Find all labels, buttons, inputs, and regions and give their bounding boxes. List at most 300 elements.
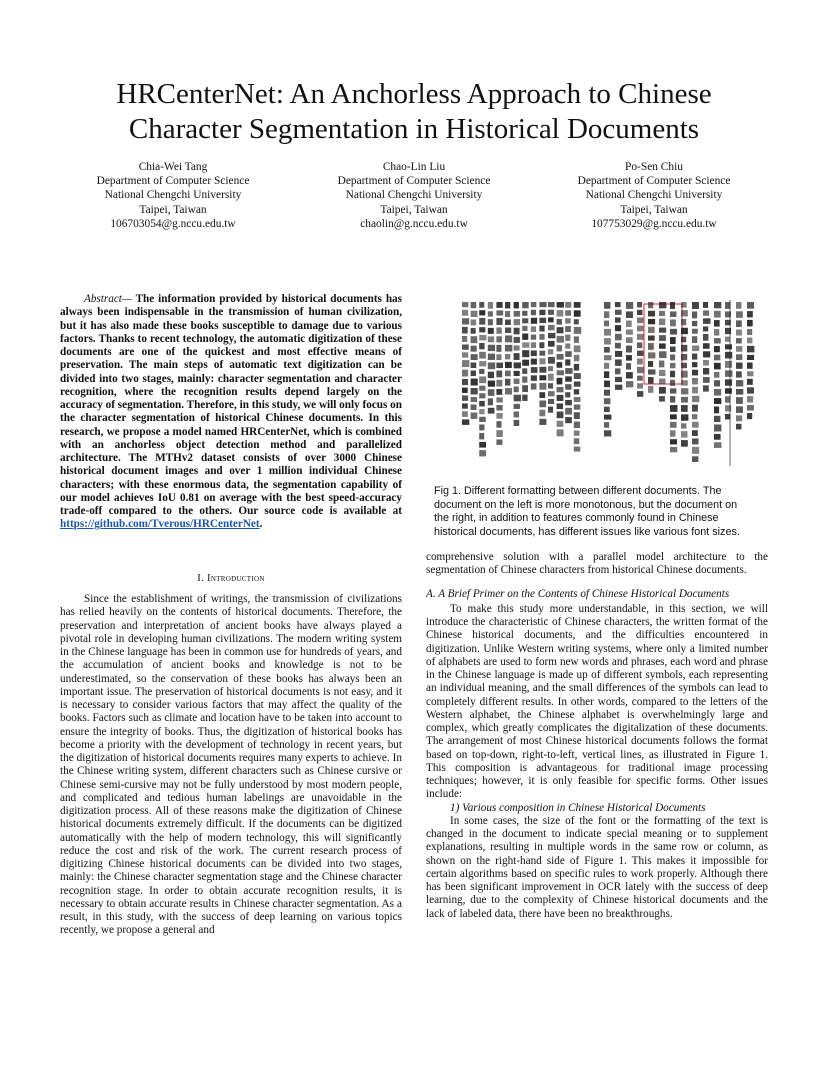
glyph-mark [670, 414, 677, 419]
glyph-mark [496, 397, 502, 402]
glyph-mark [488, 372, 494, 378]
glyph-mark [703, 351, 710, 357]
glyph-mark [626, 355, 632, 361]
glyph-mark [471, 379, 478, 386]
glyph-mark [574, 327, 581, 334]
subsection-heading-1: 1) Various composition in Chinese Historical Documents [450, 801, 706, 814]
glyph-mark [670, 380, 675, 386]
glyph-mark [557, 387, 564, 392]
glyph-mark [659, 379, 665, 385]
glyph-mark [736, 380, 743, 386]
glyph-mark [522, 376, 527, 382]
glyph-mark [659, 387, 666, 394]
glyph-mark [557, 336, 564, 343]
glyph-mark [736, 363, 743, 369]
author-location: Taipei, Taiwan [380, 203, 448, 216]
glyph-mark [692, 422, 699, 428]
glyph-mark [736, 311, 743, 318]
glyph-mark [496, 439, 502, 444]
glyph-mark [681, 319, 686, 325]
glyph-mark [637, 326, 643, 332]
glyph-mark [637, 342, 642, 348]
glyph-mark [539, 326, 544, 332]
glyph-mark [626, 311, 633, 318]
glyph-mark [648, 319, 655, 324]
glyph-mark [565, 310, 571, 316]
glyph-mark [522, 395, 527, 401]
glyph-mark [505, 327, 511, 332]
glyph-mark [681, 380, 688, 386]
glyph-mark [548, 391, 555, 396]
glyph-mark [725, 302, 731, 309]
glyph-mark [574, 422, 580, 429]
glyph-mark [471, 371, 476, 377]
glyph-mark [479, 343, 484, 349]
glyph-mark [557, 412, 564, 419]
glyph-mark [604, 390, 610, 396]
glyph-mark [681, 354, 687, 360]
glyph-mark [505, 302, 510, 308]
glyph-mark [574, 302, 581, 308]
glyph-mark [615, 317, 621, 322]
glyph-mark [626, 329, 633, 334]
glyph-mark [462, 379, 468, 385]
glyph-mark [539, 302, 546, 307]
glyph-mark [714, 329, 719, 335]
continuation-paragraph: comprehensive solution with a parallel model architecture to the segmentation of Chinese characters from historical Chinese documents. [426, 551, 768, 577]
glyph-mark [747, 396, 753, 402]
glyph-mark [703, 318, 710, 324]
author-univ: National Chengchi University [104, 189, 242, 202]
glyph-mark [574, 382, 581, 387]
glyph-mark [692, 362, 697, 367]
glyph-mark [462, 388, 468, 393]
glyph-mark [670, 319, 676, 326]
glyph-mark [531, 342, 536, 348]
glyph-mark [574, 438, 579, 444]
glyph-mark [522, 302, 528, 308]
glyph-mark [471, 311, 478, 317]
glyph-mark [496, 380, 502, 387]
glyph-mark [692, 354, 697, 360]
glyph-mark [574, 355, 580, 362]
glyph-mark [488, 311, 493, 316]
glyph-mark [604, 311, 609, 318]
glyph-mark [462, 395, 468, 400]
glyph-mark [565, 408, 572, 415]
glyph-mark [462, 336, 467, 342]
glyph-mark [637, 383, 643, 388]
glyph-mark [725, 352, 732, 359]
glyph-mark [496, 302, 502, 308]
glyph-mark [692, 321, 697, 326]
glyph-mark [725, 361, 732, 368]
glyph-mark [479, 409, 484, 414]
glyph-mark [604, 347, 610, 353]
glyph-mark [505, 335, 512, 342]
glyph-mark [714, 355, 720, 361]
glyph-mark [548, 325, 555, 330]
glyph-mark [736, 320, 742, 327]
subsection-a-paragraph: To make this study more understandable, in this section, we will introduce the characteristic of Chinese characters, the written format of the Chinese historical documents, and the difficulties encountered in digitization. Unlike Western writing systems, where only a limited number of alphabets are used to form new words and phrases, each word and phrase in the Chinese language is made up of different symbols, each representing an individual meaning, and the small differences of the symbols can lead to completely different results. In other words, compared to the letters of the Western alphabet, the Chinese alphabet is overwhelmingly large and complex, which greatly complicates the digitalization of these documents. The arrangement of most Chinese historical documents follows the format based on top-down, right-to-left, vertical lines, as illustrated in Figure 1. This composition is advantageous for traditional image processing techniques; however, it is only feasible for specific forms. Other issues include: [426, 602, 768, 801]
glyph-mark [703, 385, 709, 391]
glyph-mark [681, 345, 687, 352]
glyph-mark [648, 377, 654, 383]
glyph-mark [604, 329, 611, 336]
glyph-mark [574, 336, 579, 343]
glyph-mark [539, 342, 544, 348]
glyph-mark [604, 422, 609, 428]
historical-document-image-right [598, 298, 766, 468]
glyph-mark [488, 408, 495, 414]
glyph-mark [681, 302, 687, 308]
glyph-mark [681, 371, 688, 378]
glyph-mark [539, 375, 546, 380]
glyph-mark [736, 397, 743, 404]
glyph-mark [615, 351, 622, 357]
glyph-mark [548, 310, 554, 315]
glyph-mark [496, 336, 502, 342]
glyph-mark [615, 377, 622, 382]
glyph-mark [471, 320, 477, 326]
glyph-mark [496, 430, 502, 437]
glyph-mark [496, 345, 501, 352]
glyph-mark [659, 328, 666, 333]
paper-title [0, 77, 828, 147]
glyph-mark [548, 399, 554, 404]
glyph-mark [565, 359, 570, 365]
glyph-mark [514, 337, 520, 343]
glyph-mark [479, 327, 485, 332]
glyph-mark [557, 302, 564, 308]
glyph-mark [557, 310, 564, 316]
glyph-mark [496, 421, 501, 427]
glyph-mark [714, 424, 721, 431]
right-column-text [426, 551, 768, 921]
glyph-mark [670, 354, 675, 360]
glyph-mark [615, 359, 622, 365]
author-email: chaolin@g.nccu.edu.tw [360, 217, 468, 230]
glyph-mark [479, 386, 485, 391]
glyph-mark [488, 345, 495, 351]
author-name: Chia-Wei Tang [138, 161, 208, 173]
glyph-mark [539, 400, 546, 407]
glyph-mark [692, 336, 697, 343]
glyph-mark [574, 412, 580, 419]
glyph-mark [522, 360, 529, 366]
glyph-mark [471, 302, 477, 308]
glyph-mark [659, 319, 665, 326]
glyph-mark [648, 343, 654, 350]
glyph-mark [659, 311, 665, 316]
glyph-mark [488, 398, 493, 405]
glyph-mark [565, 368, 572, 374]
glyph-mark [604, 355, 611, 360]
glyph-mark [714, 346, 720, 352]
glyph-mark [479, 424, 484, 430]
glyph-mark [714, 389, 721, 396]
glyph-mark [637, 302, 642, 307]
glyph-mark [539, 383, 546, 390]
glyph-mark [539, 410, 545, 417]
glyph-mark [574, 404, 581, 409]
glyph-mark [604, 398, 610, 404]
glyph-mark [539, 351, 545, 356]
glyph-mark [670, 430, 675, 436]
glyph-mark [471, 354, 478, 360]
glyph-mark [488, 362, 495, 369]
glyph-mark [604, 407, 610, 412]
glyph-mark [496, 318, 502, 325]
glyph-mark [747, 362, 753, 368]
glyph-mark [514, 395, 521, 402]
glyph-mark [626, 302, 633, 309]
glyph-mark [574, 397, 581, 402]
glyph-mark [626, 337, 633, 343]
glyph-mark [479, 417, 486, 422]
glyph-mark [648, 336, 655, 341]
glyph-mark [681, 397, 688, 403]
glyph-mark [648, 327, 655, 333]
glyph-mark [488, 302, 493, 309]
glyph-mark [531, 335, 536, 340]
glyph-mark [496, 310, 503, 315]
glyph-mark [681, 414, 688, 420]
glyph-mark [681, 388, 688, 394]
glyph-mark [626, 346, 632, 353]
glyph-mark [565, 335, 570, 341]
glyph-mark [626, 372, 633, 378]
glyph-mark [692, 447, 699, 454]
glyph-mark [479, 352, 486, 359]
glyph-mark [479, 393, 485, 398]
section-heading-introduction [60, 573, 402, 584]
glyph-mark [565, 302, 571, 308]
glyph-mark [604, 415, 611, 420]
glyph-mark [531, 383, 537, 389]
glyph-mark [522, 342, 529, 347]
glyph-mark [615, 325, 621, 331]
author-email: 106703054@g.nccu.edu.tw [110, 217, 236, 230]
glyph-mark [479, 369, 484, 374]
glyph-mark [681, 310, 688, 316]
glyph-mark [471, 397, 477, 402]
author-location: Taipei, Taiwan [139, 203, 207, 216]
glyph-mark [637, 351, 643, 356]
glyph-mark [531, 350, 537, 356]
author-dept: Department of Computer Science [577, 175, 731, 188]
glyph-mark [703, 360, 709, 366]
glyph-mark [565, 318, 570, 323]
glyph-mark [703, 377, 710, 383]
glyph-mark [725, 405, 731, 411]
glyph-mark [548, 366, 553, 371]
glyph-mark [659, 302, 666, 308]
glyph-mark [522, 326, 527, 331]
glyph-mark [479, 310, 485, 315]
glyph-mark [479, 361, 486, 366]
glyph-mark [488, 381, 495, 387]
intro-paragraph: Since the establishment of writings, the transmission of civilizations has relied heavily on the contents of historical documents. Therefore, the preservation and interpretation of ancient books have always played a pivotal role in developing human civilizations. The modern writing system in the Chinese language has been in common use for hundreds of years, and the accumulation of ancient books and knowledge is not to be underestimated, so the conservation of these books has always been an important issue. The preservation of historical documents is not easy, and it is necessary to consider various factors that may affect the quality of the books. Factors such as climate and location have to be taken into account to ensure the integrity of books. Thus, the digitization of historical books has become a priority with the development of technology in recent years, but the digitization of historical documents requires many experts to achieve. In the Chinese writing system, different characters such as Chinese cursive or Chinese semi-cursive may not be fully understood by most modern people, and complicated and tedious human labelings are unavoidable in the digitization process. All of these reasons make the digitization of Chinese historical documents extremely difficult. If the documents can be digitized automatically with the help of modern technology, this will significantly reduce the cost and risk of the work. The current research process of digitizing Chinese historical documents can be divided into two stages, mainly: the Chinese character segmentation stage and the Chinese character recognition stage. In order to obtain accurate recognition results, it is necessary to obtain accurate results in Chinese character segmentation. As a result, in this study, with the success of deep learning on various topics recently, we propose a general and [60, 593, 402, 937]
glyph-mark [496, 327, 501, 333]
glyph-mark [615, 343, 621, 349]
glyph-mark [514, 311, 521, 317]
glyph-mark [557, 395, 564, 401]
glyph-mark [479, 335, 486, 341]
glyph-mark [548, 383, 553, 388]
glyph-mark [462, 302, 468, 307]
glyph-mark [725, 370, 732, 377]
glyph-mark [557, 429, 564, 436]
section-numeral: I. [197, 573, 205, 584]
glyph-mark [531, 359, 537, 365]
figure-1 [458, 298, 764, 470]
glyph-mark [548, 349, 553, 354]
glyph-mark [604, 430, 611, 436]
glyph-mark [747, 346, 754, 353]
glyph-mark [539, 310, 545, 315]
glyph-mark [736, 406, 743, 413]
glyph-mark [574, 447, 580, 452]
glyph-mark [692, 311, 697, 318]
glyph-mark [670, 363, 675, 368]
author-univ: National Chengchi University [345, 189, 483, 202]
author-univ: National Chengchi University [585, 189, 723, 202]
abstract-body: The information provided by historical documents has always been indispensable in the transmission of human civilization, but it has also made these books susceptible to damage due to various factors. Thanks to recent technology, the automatic digitization of these documents are one of the quickest and most effective means of preservation. The main steps of automatic text digitization can be divided into two stages, mainly: character segmentation and character recognition, where the recognition results depend largely on the accuracy of segmentation. Therefore, in this study, we will only focus on the character segmentation of historical Chinese documents. In this research, we propose a model named HRCenterNet, which is combined with an anchorless object detection method and parallelized architecture. The MTHv2 dataset consists of over 3000 Chinese historical document images and over 1 million individual Chinese characters; with these enormous data, the segmentation capability of our model achieves IoU 0.81 on average with the best speed-accuracy trade-off compared to the others. Our source code is available at [60, 293, 402, 517]
glyph-mark [725, 311, 731, 317]
glyph-mark [462, 327, 468, 334]
glyph-mark [505, 379, 510, 386]
glyph-mark [462, 419, 469, 424]
glyph-mark [548, 333, 555, 338]
glyph-mark [714, 434, 721, 440]
glyph-mark [574, 310, 581, 316]
glyph-mark [505, 371, 511, 377]
glyph-mark [604, 338, 611, 344]
glyph-mark [692, 414, 697, 419]
glyph-mark [557, 319, 562, 325]
glyph-mark [604, 302, 610, 309]
glyph-mark [714, 406, 719, 413]
glyph-mark [736, 371, 742, 377]
author-dept: Department of Computer Science [337, 175, 491, 188]
glyph-mark [615, 302, 621, 307]
abstract [60, 293, 402, 532]
glyph-mark [471, 336, 478, 343]
glyph-mark [637, 310, 642, 315]
abstract-paragraph [60, 293, 402, 532]
glyph-mark [626, 363, 631, 369]
glyph-mark [692, 302, 699, 309]
glyph-mark [714, 380, 720, 386]
glyph-mark [471, 363, 477, 368]
glyph-mark [736, 346, 742, 352]
glyph-mark [670, 388, 676, 393]
glyph-mark [548, 357, 555, 364]
glyph-mark [604, 371, 609, 378]
glyph-mark [648, 311, 655, 317]
glyph-mark [462, 352, 468, 357]
glyph-mark [539, 358, 545, 364]
glyph-mark [514, 353, 520, 360]
glyph-mark [637, 334, 644, 340]
glyph-mark [670, 439, 677, 444]
glyph-mark [604, 381, 610, 388]
glyph-mark [648, 302, 653, 308]
glyph-mark [736, 354, 742, 360]
glyph-mark [514, 379, 520, 384]
glyph-mark [615, 334, 622, 341]
glyph-mark [725, 414, 730, 420]
glyph-mark [514, 411, 519, 417]
glyph-mark [548, 407, 553, 413]
glyph-mark [604, 363, 609, 369]
glyph-mark [514, 319, 520, 325]
glyph-mark [531, 375, 537, 381]
glyph-mark [714, 311, 721, 318]
glyph-mark [565, 400, 572, 405]
glyph-mark [681, 440, 688, 447]
glyph-mark [659, 343, 666, 348]
glyph-mark [471, 346, 477, 352]
glyph-mark [531, 326, 536, 332]
glyph-mark [574, 373, 581, 379]
author-name: Chao-Lin Liu [382, 161, 446, 173]
glyph-mark [615, 385, 622, 390]
glyph-mark [531, 318, 537, 324]
title-line-1: HRCenterNet: An Anchorless Approach to Chinese [116, 78, 712, 110]
glyph-mark [531, 367, 538, 373]
glyph-mark [496, 413, 502, 419]
glyph-mark [531, 310, 536, 316]
glyph-mark [522, 368, 527, 374]
glyph-mark [574, 364, 579, 371]
abstract-end: . [259, 518, 263, 531]
glyph-mark [747, 387, 754, 393]
glyph-mark [747, 311, 753, 317]
glyph-mark [505, 320, 511, 325]
glyph-mark [681, 431, 687, 437]
glyph-mark [522, 311, 527, 316]
glyph-mark [557, 370, 564, 375]
glyph-mark [471, 405, 477, 410]
glyph-mark [670, 422, 677, 428]
glyph-mark [505, 362, 512, 368]
source-code-link[interactable]: https://github.com/Tverous/HRCenterNet [60, 518, 260, 531]
glyph-mark [725, 388, 732, 393]
glyph-mark [637, 376, 643, 381]
glyph-mark [462, 411, 468, 417]
glyph-mark [548, 341, 555, 347]
glyph-mark [565, 417, 572, 423]
glyph-mark [747, 379, 753, 385]
glyph-mark [557, 327, 564, 333]
glyph-mark [714, 302, 721, 308]
glyph-mark [692, 430, 698, 436]
glyph-mark [648, 352, 655, 358]
glyph-mark [747, 302, 754, 309]
glyph-mark [714, 416, 720, 422]
author-email: 107753029@g.nccu.edu.tw [591, 217, 717, 230]
glyph-mark [670, 396, 675, 402]
glyph-mark [557, 345, 562, 351]
glyph-mark [548, 302, 555, 307]
glyph-mark [736, 424, 741, 430]
glyph-mark [692, 346, 699, 352]
glyph-mark [479, 450, 486, 456]
glyph-mark [462, 403, 468, 408]
glyph-mark [714, 363, 721, 370]
